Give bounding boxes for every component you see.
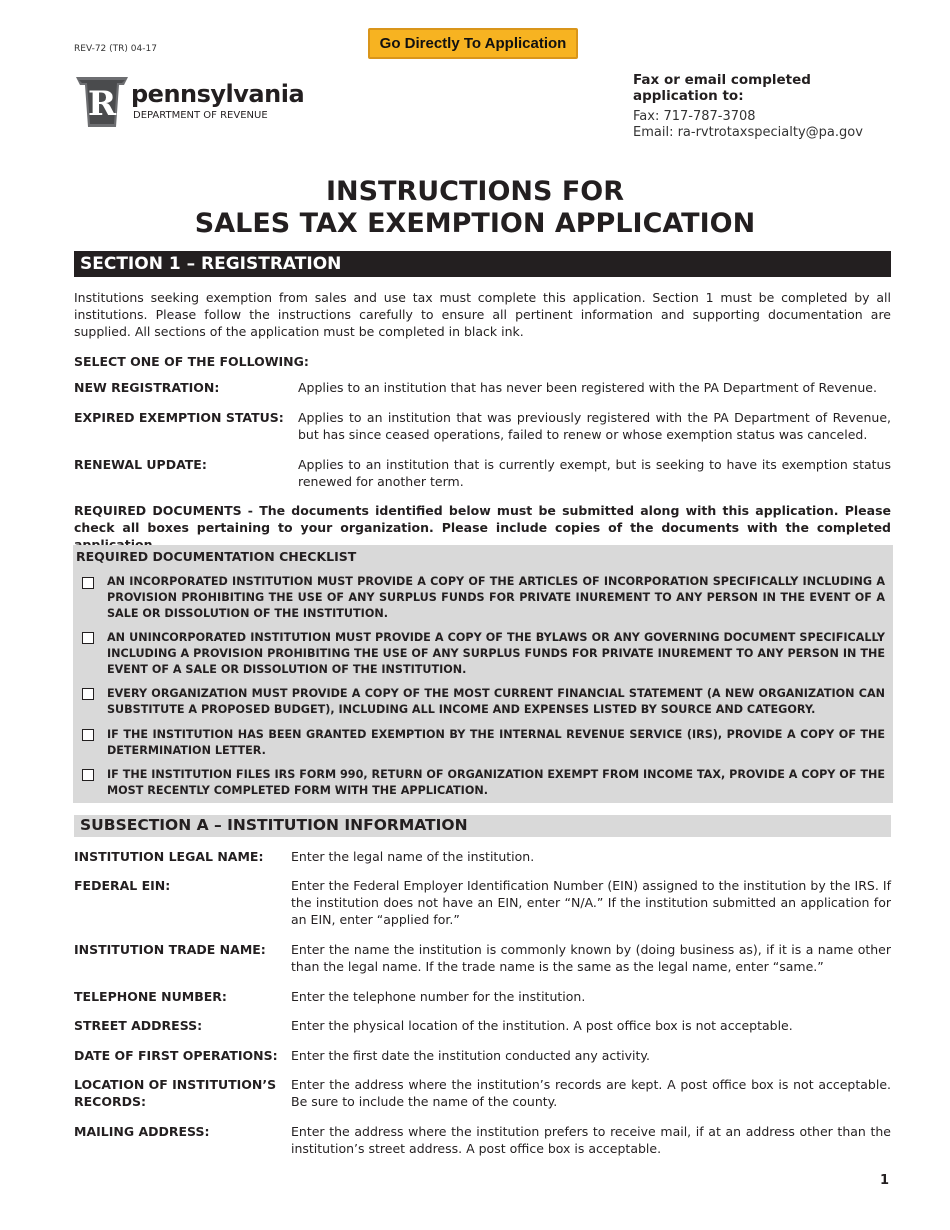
- field-label: INSTITUTION TRADE NAME:: [74, 942, 266, 957]
- select-heading: SELECT ONE OF THE FOLLOWING:: [74, 354, 309, 369]
- checklist-heading: REQUIRED DOCUMENTATION CHECKLIST: [76, 549, 357, 564]
- field-label: TELEPHONE NUMBER:: [74, 989, 227, 1004]
- checklist-item: AN INCORPORATED INSTITUTION MUST PROVIDE A COPY OF THE ARTICLES OF INCORPORATION SPECIFICALLY INCLUDING A PROVISION PROHIBITING THE USE OF ANY SURPLUS FUNDS FOR PRIVATE INUREMENT TO ANY PERSON IN THE EVENT OF A SALE OR DISSOLUTION OF THE INSTITUTION.: [107, 575, 885, 620]
- subsection-a-heading: SUBSECTION A – INSTITUTION INFORMATION: [74, 815, 891, 837]
- field-label: INSTITUTION LEGAL NAME:: [74, 849, 264, 864]
- field-label: MAILING ADDRESS:: [74, 1124, 210, 1139]
- logo-letter: R: [87, 84, 117, 124]
- checklist-checkbox[interactable]: [82, 729, 94, 741]
- field-label: LOCATION OF INSTITUTION’S RECORDS:: [74, 1077, 277, 1109]
- logo-department: DEPARTMENT OF REVENUE: [133, 110, 268, 121]
- checklist-checkbox[interactable]: [82, 688, 94, 700]
- checklist-checkbox[interactable]: [82, 769, 94, 781]
- option-description: Applies to an institution that was previously registered with the PA Department of Revenue, but has since ceased operations, failed to renew or whose exemption status was canceled.: [298, 410, 891, 442]
- field-description: Enter the physical location of the institution. A post office box is not acceptable.: [291, 1018, 793, 1033]
- field-description: Enter the Federal Employer Identification Number (EIN) assigned to the institution by the IRS. If the institution does not have an EIN, enter “N/A.” If the institution submitted an application for an EIN, enter “applied for.”: [291, 878, 891, 927]
- go-to-application-button[interactable]: Go Directly To Application: [368, 28, 578, 59]
- checklist-checkbox[interactable]: [82, 577, 94, 589]
- fax-number: Fax: 717-787-3708: [633, 109, 756, 124]
- checklist-item: IF THE INSTITUTION FILES IRS FORM 990, RETURN OF ORGANIZATION EXEMPT FROM INCOME TAX, PROVIDE A COPY OF THE MOST RECENTLY COMPLETED FORM WITH THE APPLICATION.: [107, 768, 885, 797]
- keystone-logo-icon: [76, 77, 128, 127]
- field-description: Enter the address where the institution prefers to receive mail, if at an address other than the institution’s street address. A post office box is acceptable.: [291, 1124, 891, 1156]
- section1-intro: Institutions seeking exemption from sales and use tax must complete this application. Section 1 must be completed by all institutions. Please follow the instructions carefully to ensure all pertinent information and supporting documentation are supplied. All sections of the application must be completed in black ink.: [74, 290, 891, 339]
- field-description: Enter the legal name of the institution.: [291, 849, 535, 864]
- field-description: Enter the first date the institution conducted any activity.: [291, 1048, 650, 1063]
- fax-heading: Fax or email completed application to:: [633, 72, 811, 104]
- logo-wordmark: pennsylvania: [131, 80, 305, 108]
- required-documents-note: REQUIRED DOCUMENTS - The documents identified below must be submitted along with this application. Please check all boxes pertaining to your organization. Please include copies of the documents with the completed: [74, 503, 891, 535]
- option-label: EXPIRED EXEMPTION STATUS:: [74, 410, 284, 425]
- field-description: Enter the telephone number for the institution.: [291, 989, 586, 1004]
- option-description: Applies to an institution that has never been registered with the PA Department of Revenue.: [298, 380, 877, 395]
- field-label: FEDERAL EIN:: [74, 878, 171, 893]
- checklist-item: EVERY ORGANIZATION MUST PROVIDE A COPY OF THE MOST CURRENT FINANCIAL STATEMENT (A NEW ORGANIZATION CAN SUBSTITUTE A PROPOSED BUDGET), INCLUDING ALL INCOME AND EXPENSES LISTED BY SOURCE AND CATEGORY.: [107, 687, 885, 716]
- page-title-line1: INSTRUCTIONS FOR: [325, 176, 625, 207]
- field-label: DATE OF FIRST OPERATIONS:: [74, 1048, 278, 1063]
- option-label: NEW REGISTRATION:: [74, 380, 220, 395]
- form-number: REV-72 (TR) 04-17: [74, 44, 157, 54]
- section1-heading: SECTION 1 – REGISTRATION: [74, 251, 891, 277]
- field-label: STREET ADDRESS:: [74, 1018, 203, 1033]
- checklist-item: AN UNINCORPORATED INSTITUTION MUST PROVIDE A COPY OF THE BYLAWS OR ANY GOVERNING DOCUMENT SPECIFICALLY INCLUDING A PROVISION PROHIBITING THE USE OF ANY SURPLUS FUNDS FOR PRIVATE INUREMENT TO ANY PERSON IN THE EVENT OF A SALE OR DISSOLUTION OF THE INSTITUTION.: [107, 631, 885, 676]
- page-number: 1: [880, 1173, 890, 1188]
- option-description: Applies to an institution that is currently exempt, but is seeking to have its exemption status renewed for another term.: [298, 457, 891, 489]
- option-label: RENEWAL UPDATE:: [74, 457, 207, 472]
- email-address[interactable]: Email: ra-rvtrotaxspecialty@pa.gov: [633, 125, 863, 140]
- checklist-item: IF THE INSTITUTION HAS BEEN GRANTED EXEMPTION BY THE INTERNAL REVENUE SERVICE (IRS), PROVIDE A COPY OF THE DETERMINATION LETTER.: [107, 728, 885, 757]
- page-title-line2: SALES TAX EXEMPTION APPLICATION: [194, 208, 756, 239]
- checklist-checkbox[interactable]: [82, 632, 94, 644]
- field-description: Enter the address where the institution’s records are kept. A post office box is not acceptable. Be sure to include the name of the county.: [291, 1077, 891, 1109]
- field-description: Enter the name the institution is commonly known by (doing business as), if it is a name other than the legal name. If the trade name is the same as the legal name, enter “same.”: [291, 942, 891, 974]
